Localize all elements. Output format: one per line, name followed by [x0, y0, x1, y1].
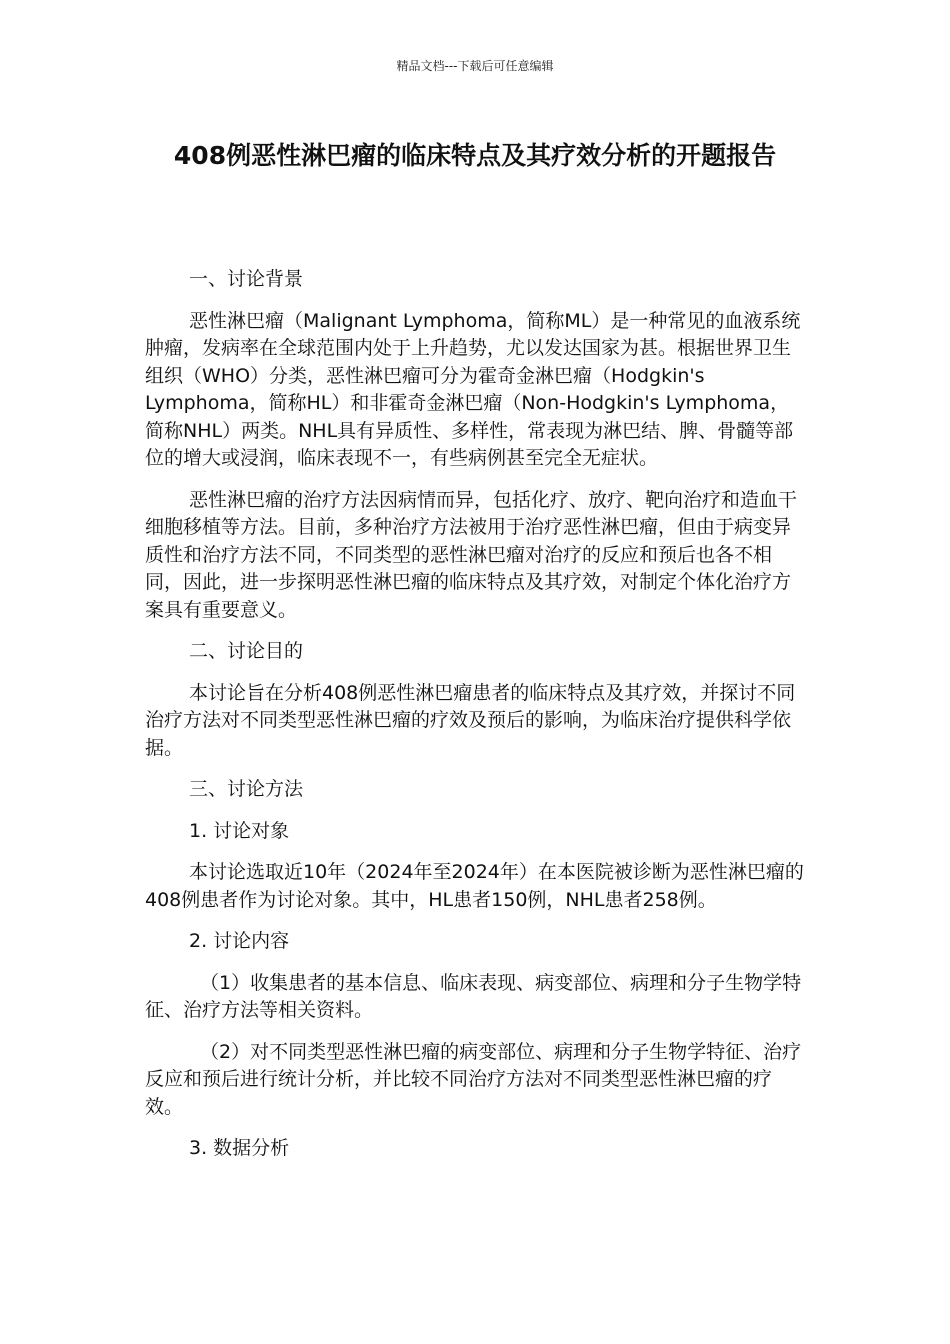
document-body [145, 266, 807, 1177]
section-heading-background: 一、讨论背景 [189, 268, 304, 290]
paragraph-background-1: 恶性淋巴瘤（Malignant Lymphoma，简称ML）是一种常见的血液系统肿瘤，发病率在全球范围内处于上升趋势，尤以发达国家为甚。根据世界卫生组织（WHO）分类，恶性淋巴瘤可分为霍奇金淋巴瘤（Hodgkin's Lymphoma，简称HL）和非霍奇金淋巴瘤（Non-Hodgkin's Lymphoma，简称NHL）两类。NHL具有异质性、多样性，常表现为淋巴结、脾、骨髓等部位的增大或浸润，临床表现不一，有些病例甚至完全无症状。 [145, 309, 801, 469]
paragraph-background-2: 恶性淋巴瘤的治疗方法因病情而异，包括化疗、放疗、靶向治疗和造血干细胞移植等方法。目前，多种治疗方法被用于治疗恶性淋巴瘤，但由于病变异质性和治疗方法不同，不同类型的恶性淋巴瘤对治疗的反应和预后也各不相同，因此，进一步探明恶性淋巴瘤的临床特点及其疗效，对制定个体化治疗方案具有重要意义。 [145, 488, 798, 621]
section-heading-purpose: 二、讨论目的 [189, 640, 304, 662]
list-item-content-2: （2）对不同类型恶性淋巴瘤的病变部位、病理和分子生物学特征、治疗反应和预后进行统计分析，并比较不同治疗方法对不同类型恶性淋巴瘤的疗效。 [145, 1040, 802, 1118]
subsection-heading-data-analysis: 3. 数据分析 [189, 1137, 290, 1159]
subsection-heading-subjects: 1. 讨论对象 [189, 819, 290, 842]
document-title: 408例恶性淋巴瘤的临床特点及其疗效分析的开题报告 [173, 141, 777, 170]
subsection-heading-content: 2. 讨论内容 [189, 930, 290, 952]
paragraph-subjects: 本讨论选取近10年（2024年至2024年）在本医院被诊断为恶性淋巴瘤的408例患者作为讨论对象。其中，HL患者150例，NHL患者258例。 [145, 861, 804, 911]
section-heading-methods: 三、讨论方法 [189, 778, 304, 800]
header-note: 精品文档---下载后可任意编辑 [396, 59, 554, 73]
list-item-content-1: （1）收集患者的基本信息、临床表现、病变部位、病理和分子生物学特征、治疗方法等相关资料。 [145, 971, 802, 1021]
paragraph-purpose-1: 本讨论旨在分析408例恶性淋巴瘤患者的临床特点及其疗效，并探讨不同治疗方法对不同类型恶性淋巴瘤的疗效及预后的影响，为临床治疗提供科学依据。 [145, 681, 796, 759]
